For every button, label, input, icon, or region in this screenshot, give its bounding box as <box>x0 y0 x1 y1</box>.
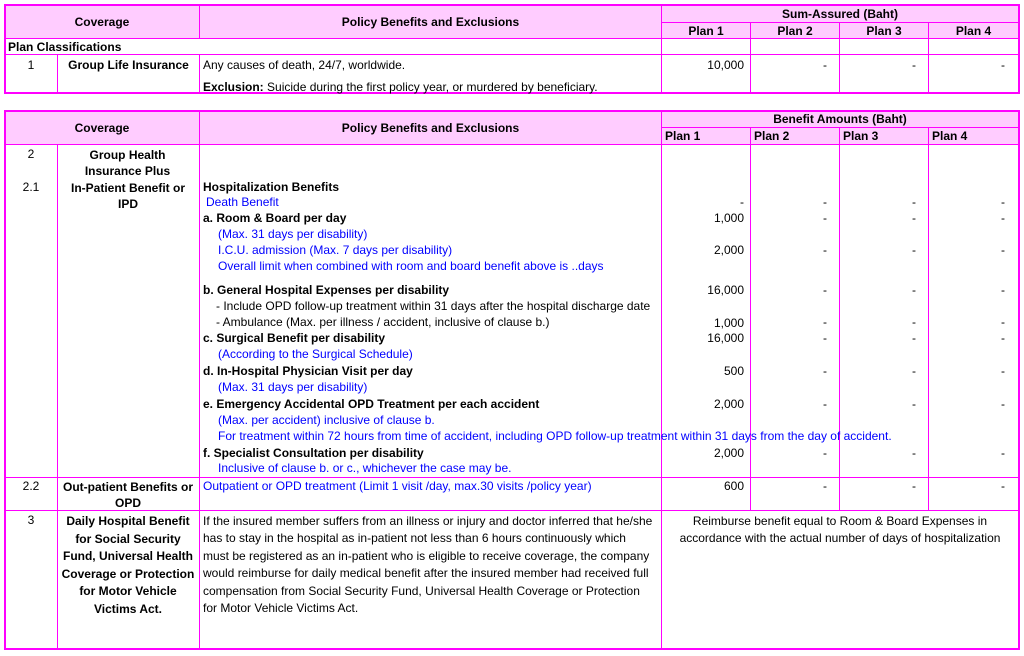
plan3-amount: - <box>912 315 916 329</box>
plan3-value: - <box>912 58 916 72</box>
plan4-amount: - <box>1001 195 1005 209</box>
plan2-amount: - <box>823 397 827 411</box>
plan1-amount: 16,000 <box>707 283 744 297</box>
exclusion-label: Exclusion: <box>203 80 264 94</box>
benefit-line-text: (Max. 31 days per disability) <box>218 380 368 394</box>
plan4-value: - <box>1001 58 1005 72</box>
coverage-header: Coverage <box>74 15 130 29</box>
plan4-amount: - <box>1001 397 1005 411</box>
coverage-header: Coverage <box>74 121 130 135</box>
row-benefit: Any causes of death, 24/7, worldwide. <box>203 58 406 72</box>
benefit-line-text: (According to the Surgical Schedule) <box>218 347 413 361</box>
benefit-line-text: Overall limit when combined with room and board benefit above is ..days <box>218 259 604 273</box>
benefit-line-text: Inclusive of clause b. or c., whichever the case may be. <box>218 461 512 475</box>
plan1-amount: 1,000 <box>713 211 744 225</box>
section-title: Plan Classifications <box>8 40 122 54</box>
plan1-amount: 2,000 <box>713 243 744 257</box>
benefits-header: Policy Benefits and Exclusions <box>341 15 520 29</box>
plan3-amount: - <box>912 397 916 411</box>
benefit-line-text: - Ambulance (Max. per illness / accident, inclusive of clause b.) <box>216 315 550 329</box>
plan4-header: Plan 4 <box>932 129 968 143</box>
plan3-amount: - <box>912 446 916 460</box>
plan4-amount: - <box>1001 283 1005 297</box>
opd-plan3: - <box>912 479 916 493</box>
plan4-amount: - <box>1001 331 1005 345</box>
plan2-amount: - <box>823 211 827 225</box>
opd-plan1: 600 <box>723 479 744 493</box>
plan2-amount: - <box>823 331 827 345</box>
daily-benefit: Reimburse benefit equal to Room & Board Expenses in accordance with the actual number of days of hospitalization <box>679 514 1001 545</box>
plan1-amount: - <box>740 195 744 209</box>
plan3-amount: - <box>912 331 916 345</box>
benefit-line-text: d. In-Hospital Physician Visit per day <box>203 364 413 378</box>
plan2-value: - <box>823 58 827 72</box>
plan1-amount: 2,000 <box>713 446 744 460</box>
plan4-amount: - <box>1001 446 1005 460</box>
benefit-line-text: b. General Hospital Expenses per disability <box>203 283 450 297</box>
hospitalization-title: Hospitalization Benefits <box>203 180 340 194</box>
plan1-header: Plan 1 <box>688 24 724 38</box>
benefit-amounts-header: Benefit Amounts (Baht) <box>773 112 907 126</box>
plan1-amount: 1,000 <box>713 316 744 330</box>
plan4-amount: - <box>1001 243 1005 257</box>
subsection-number: 2.1 <box>22 180 40 194</box>
plan4-amount: - <box>1001 315 1005 329</box>
benefit-line-text: - Include OPD follow-up treatment within 31 days after the hospital discharge date <box>216 299 651 313</box>
plan3-amount: - <box>912 364 916 378</box>
plan2-amount: - <box>823 315 827 329</box>
plan2-header: Plan 2 <box>777 24 813 38</box>
benefit-line-text: c. Surgical Benefit per disability <box>203 331 386 345</box>
plan3-amount: - <box>912 195 916 209</box>
subsection-coverage: In-Patient Benefit or IPD <box>70 181 185 211</box>
exclusion-text: Suicide during the first policy year, or murdered by beneficiary. <box>263 80 598 94</box>
plan4-amount: - <box>1001 364 1005 378</box>
sum-assured-header: Sum-Assured (Baht) <box>781 7 898 21</box>
row-number: 1 <box>27 58 35 72</box>
plan1-amount: 16,000 <box>707 331 744 345</box>
plan3-header: Plan 3 <box>866 24 902 38</box>
plan1-amount: 2,000 <box>713 397 744 411</box>
benefits-header: Policy Benefits and Exclusions <box>341 121 520 135</box>
opd-text: Outpatient or OPD treatment (Limit 1 visit /day, max.30 visits /policy year) <box>203 479 592 493</box>
section-coverage: Group Health Insurance Plus <box>84 148 171 178</box>
plan2-amount: - <box>823 243 827 257</box>
opd-plan2: - <box>823 479 827 493</box>
opd-plan4: - <box>1001 479 1005 493</box>
plan2-amount: - <box>823 283 827 297</box>
row-coverage: Group Life Insurance <box>68 58 189 72</box>
plan3-amount: - <box>912 211 916 225</box>
opd-coverage: Out-patient Benefits or OPD <box>62 480 193 510</box>
benefit-line-text: f. Specialist Consultation per disability <box>203 446 424 460</box>
benefit-line-text: (Max. 31 days per disability) <box>218 227 368 241</box>
daily-coverage: Daily Hospital Benefit for Social Security Fund, Universal Health Coverage or Protection for Motor Vehicle Victims Act. <box>61 514 195 616</box>
benefit-line-text: (Max. per accident) inclusive of clause b. <box>218 413 435 427</box>
plan3-amount: - <box>912 283 916 297</box>
section-number: 2 <box>27 147 35 161</box>
plan2-amount: - <box>823 195 827 209</box>
benefit-line-text: a. Room & Board per day <box>203 211 347 225</box>
opd-number: 2.2 <box>22 479 40 493</box>
daily-text: If the insured member suffers from an illness or injury and doctor inferred that he/she has to stay in the hospital as in-patient not less than 6 hours continuously which must be registered as an in-patient who is eligible to receive coverage, the company would reimburse for daily medical benefit after the insured member had received full compensation from Social Security Fund, Universal Health Coverage or Protection for Motor Vehicle Victims Act. <box>203 514 653 616</box>
plan1-value: 10,000 <box>707 58 744 72</box>
daily-number: 3 <box>27 513 35 527</box>
plan1-header: Plan 1 <box>665 129 701 143</box>
row-exclusion <box>203 80 598 94</box>
plan1-amount: 500 <box>723 364 744 378</box>
plan4-amount: - <box>1001 211 1005 225</box>
plan2-amount: - <box>823 446 827 460</box>
plan2-amount: - <box>823 364 827 378</box>
plan3-header: Plan 3 <box>843 129 879 143</box>
plan4-header: Plan 4 <box>955 24 992 38</box>
benefit-line-text: Death Benefit <box>206 195 279 209</box>
benefit-line-text: I.C.U. admission (Max. 7 days per disability) <box>218 243 453 257</box>
benefit-line-text: For treatment within 72 hours from time of accident, including OPD follow-up treatment within 31 days from the day of accident. <box>218 429 892 443</box>
plan3-amount: - <box>912 243 916 257</box>
plan2-header: Plan 2 <box>754 129 790 143</box>
benefit-line-text: e. Emergency Accidental OPD Treatment per each accident <box>203 397 540 411</box>
